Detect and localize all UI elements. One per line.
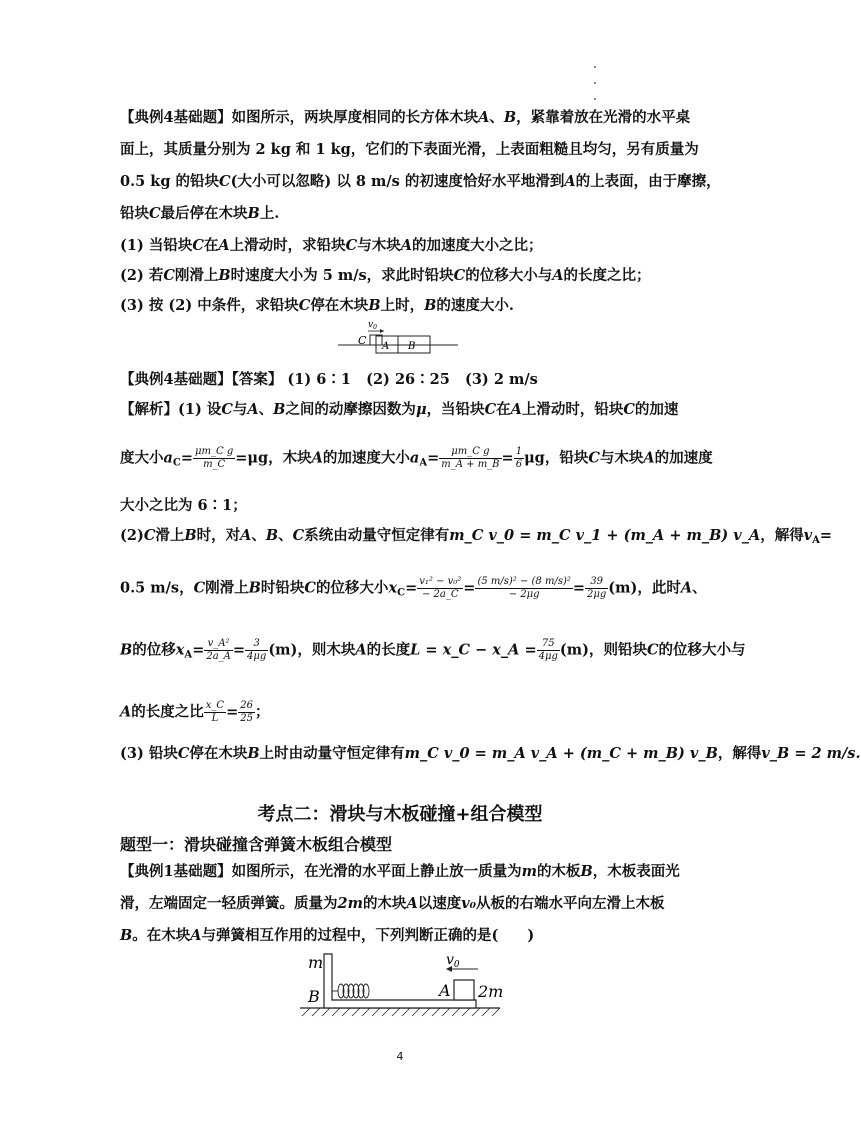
spring bbox=[332, 984, 369, 998]
section-subtitle: 题型一：滑块碰撞含弹簧木板组合模型 bbox=[120, 835, 393, 854]
spring-board-figure bbox=[296, 950, 506, 1025]
solution-line-3: 大小之比为 6∶1； bbox=[120, 497, 247, 514]
ex4-answer: 【典例4基础题】【答案】 (1) 6∶1 (2) 26∶25 (3) 2 m/s bbox=[120, 371, 538, 388]
ex4-question-2: (2) 若C刚滑上B时速度大小为 5 m/s，求此时铅块C的位移大小与A的长度之比； bbox=[120, 267, 651, 284]
label-2m: 2m bbox=[478, 982, 504, 1001]
fraction: $\frac{\text{μm\_C g}}{m\_A + m\_B}$ bbox=[441, 446, 500, 470]
fraction: $\frac{\text{(5 m/s)² − (8 m/s)²}}{- 2\mu g}$ bbox=[477, 576, 571, 600]
fraction: $\frac{3}{4\mu g}$ bbox=[247, 638, 267, 662]
ex4-tag: 【典例4基础题】 bbox=[120, 109, 232, 126]
block-a bbox=[454, 980, 474, 1000]
solution-line-7: A的长度之比 $\frac{x\_C}{L}$ = $\frac{26}{25}$ ； bbox=[120, 700, 270, 724]
ground-hatching bbox=[302, 1008, 500, 1016]
solution-line-6: B的位移$x_A=$ $\frac{\text{v\_A²}}{2a\_A}$ = $\frac{3}{4\mu g}$ (m)，则木块A的长度L = x_C − x_A = $\frac{75}{4\mu g}$ (m)，则铅块C的位移大小与 bbox=[120, 638, 746, 662]
solution-line-2: 度大小$a_C=$ $\frac{\text{μm\_C g}}{m\_C}$ =μg，木块A的加速度大小$a_A=$ $\frac{\text{μm\_C g}}{m\_A + m\_B}$ = $\frac{1}{6}$ μg，铅块C与木块A的加速度 bbox=[120, 446, 713, 470]
label-b: B bbox=[408, 341, 416, 352]
label-a: A bbox=[382, 341, 390, 352]
label-b: B bbox=[308, 987, 320, 1006]
fraction: $\frac{\text{μm\_C g}}{m\_C}$ bbox=[195, 446, 234, 470]
ex4-question-1: (1) 当铅块C在A上滑动时，求铅块C与木块A的加速度大小之比； bbox=[120, 237, 543, 254]
scan-artifact-dots bbox=[594, 66, 598, 114]
fraction: $\frac{39}{2\mu g}$ bbox=[587, 576, 607, 600]
ex4-line-2: 面上，其质量分别为 2 kg 和 1 kg，它们的下表面光滑，上表面粗糙且均匀，另有质量为 bbox=[120, 141, 699, 158]
fraction: $\frac{1}{6}$ bbox=[515, 446, 523, 470]
label-v0: $v_0$ bbox=[446, 952, 460, 970]
ex1-line-3: B。在木块A与弹簧相互作用的过程中，下列判断正确的是( ) bbox=[120, 927, 535, 944]
ex4-line-3: 0.5 kg 的铅块C(大小可以忽略) 以 8 m/s 的初速度恰好水平地滑到A的上表面，由于摩擦， bbox=[120, 173, 721, 190]
fraction: $\frac{\text{v\_A²}}{2a\_A}$ bbox=[206, 638, 231, 662]
solution-line-4: (2)C滑上B时，对A、B、C系统由动量守恒定律有m_C v_0 = m_C v_1 + (m_A + m_B) v_A，解得$v_A=$ bbox=[120, 527, 833, 546]
label-v0: $v_0$ bbox=[368, 320, 377, 331]
solution-line-5: 0.5 m/s，C刚滑上B时铅块C的位移大小$x_C=$ $\frac{\text{v₁² − v₀²}}{- 2a\_C}$ = $\frac{\text{(5 m/s)² − (8 m/s)²}}{- 2\mu g}$ = $\frac{39}{2\mu g}$ (m)，此时A、 bbox=[120, 576, 707, 600]
fraction: $\frac{26}{25}$ bbox=[240, 700, 253, 724]
solution-line-8: (3) 铅块C停在木块B上时由动量守恒定律有m_C v_0 = m_A v_A + (m_C + m_B) v_B，解得v_B = 2 m/s. bbox=[120, 745, 861, 762]
ex4-line-4: 铅块C最后停在木块B上. bbox=[120, 205, 280, 222]
ex1-line-2: 滑，左端固定一轻质弹簧。质量为2m的木块A以速度v₀从板的右端水平向左滑上木板 bbox=[120, 895, 665, 912]
fraction: $\frac{75}{4\mu g}$ bbox=[538, 638, 558, 662]
label-a: A bbox=[439, 981, 451, 1000]
ex4-question-3: (3) 按 (2) 中条件，求铅块C停在木块B上时，B的速度大小. bbox=[120, 297, 514, 314]
label-c: C bbox=[358, 334, 367, 347]
ex1-line-1: 【典例1基础题】如图所示，在光滑的水平面上静止放一质量为m的木板B，木板表面光 bbox=[120, 863, 680, 880]
blocks-figure bbox=[330, 316, 470, 354]
page-number: 4 bbox=[396, 1050, 404, 1063]
ex4-line-1: 【典例4基础题】如图所示，两块厚度相同的长方体木块A、B，紧靠着放在光滑的水平桌 bbox=[120, 109, 691, 126]
fraction: $\frac{x\_C}{L}$ bbox=[205, 700, 225, 724]
solution-line-1: 【解析】(1) 设C与A、B之间的动摩擦因数为μ，当铅块C在A上滑动时，铅块C的加速 bbox=[120, 401, 679, 418]
section-title: 考点二：滑块与木板碰撞+组合模型 bbox=[257, 804, 543, 825]
fraction: $\frac{\text{v₁² − v₀²}}{- 2a\_C}$ bbox=[419, 576, 462, 600]
label-m: m bbox=[308, 953, 324, 972]
